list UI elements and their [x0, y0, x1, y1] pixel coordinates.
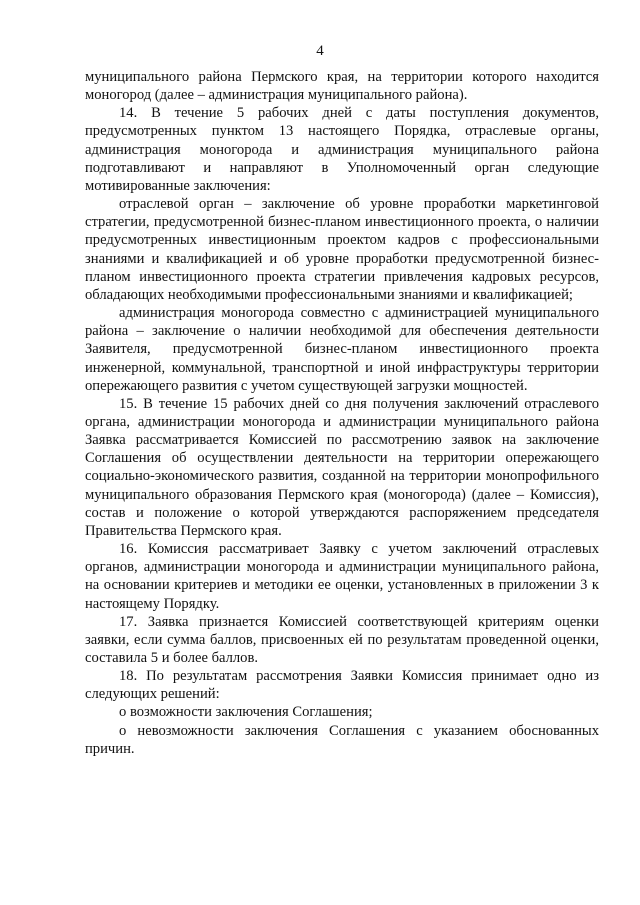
paragraph-sectoral-body: отраслевой орган – заключение об уровне проработки маркетинговой стратегии, предусмотренной бизнес-планом инвестиционного проекта, о наличии предусмотренных инвестиционным проектом кадров с профессиональными знаниями и квалификацией и об уровне проработки предусмотренной бизнес-планом инвестиционного проекта стратегии привлечения кадровых ресурсов, обладающих необходимыми профессиональными знаниями и квалификацией; — [85, 196, 599, 303]
paragraph-item-16: 16. Комиссия рассматривает Заявку с учетом заключений отраслевых органов, администрации моногорода и администрации муниципального района, на основании критериев и методики ее оценки, установленных в приложении 3 к настоящему Порядку. — [85, 541, 599, 612]
page-number: 4 — [316, 43, 324, 59]
document-body — [85, 68, 599, 758]
paragraph-monotown-administration: администрация моногорода совместно с администрацией муниципального района – заключение о наличии необходимой для обеспечения деятельности Заявителя, предусмотренной бизнес-планом инвестиционного проекта инженерной, коммунальной, транспортной и иной инфраструктуры территории опережающего развития с учетом существующей загрузки мощностей. — [85, 305, 599, 394]
paragraph-item-14: 14. В течение 5 рабочих дней с даты поступления документов, предусмотренных пунктом 13 настоящего Порядка, отраслевые органы, администрация моногорода и администрация муниципального района подготавливают и направляют в Уполномоченный орган следующие мотивированные заключения: — [85, 105, 599, 194]
paragraph-item-18: 18. По результатам рассмотрения Заявки Комиссия принимает одно из следующих решений: — [85, 668, 599, 703]
paragraph-item-15: 15. В течение 15 рабочих дней со дня получения заключений отраслевого органа, администрации моногорода и администрации муниципального района Заявка рассматривается Комиссией по рассмотрению заявок на заключение Соглашения об осуществлении деятельности на территории опережающего социально-экономического развития, созданной на территории монопрофильного муниципального образования Пермского края (моногорода) (далее – Комиссия), состав и положение о которой утверждаются распоряжением председателя Правительства Пермского края. — [85, 395, 599, 539]
decision-option-possible: о возможности заключения Соглашения; — [119, 704, 373, 721]
decision-option-impossible: о невозможности заключения Соглашения с указанием обоснованных причин. — [85, 722, 599, 757]
paragraph-item-17: 17. Заявка признается Комиссией соответствующей критериям оценки заявки, если сумма баллов, присвоенных ей по результатам проведенной оценки, составила 5 и более баллов. — [85, 613, 599, 666]
paragraph-continuation: муниципального района Пермского края, на территории которого находится моногород (далее – администрация муниципального района). — [85, 69, 599, 104]
